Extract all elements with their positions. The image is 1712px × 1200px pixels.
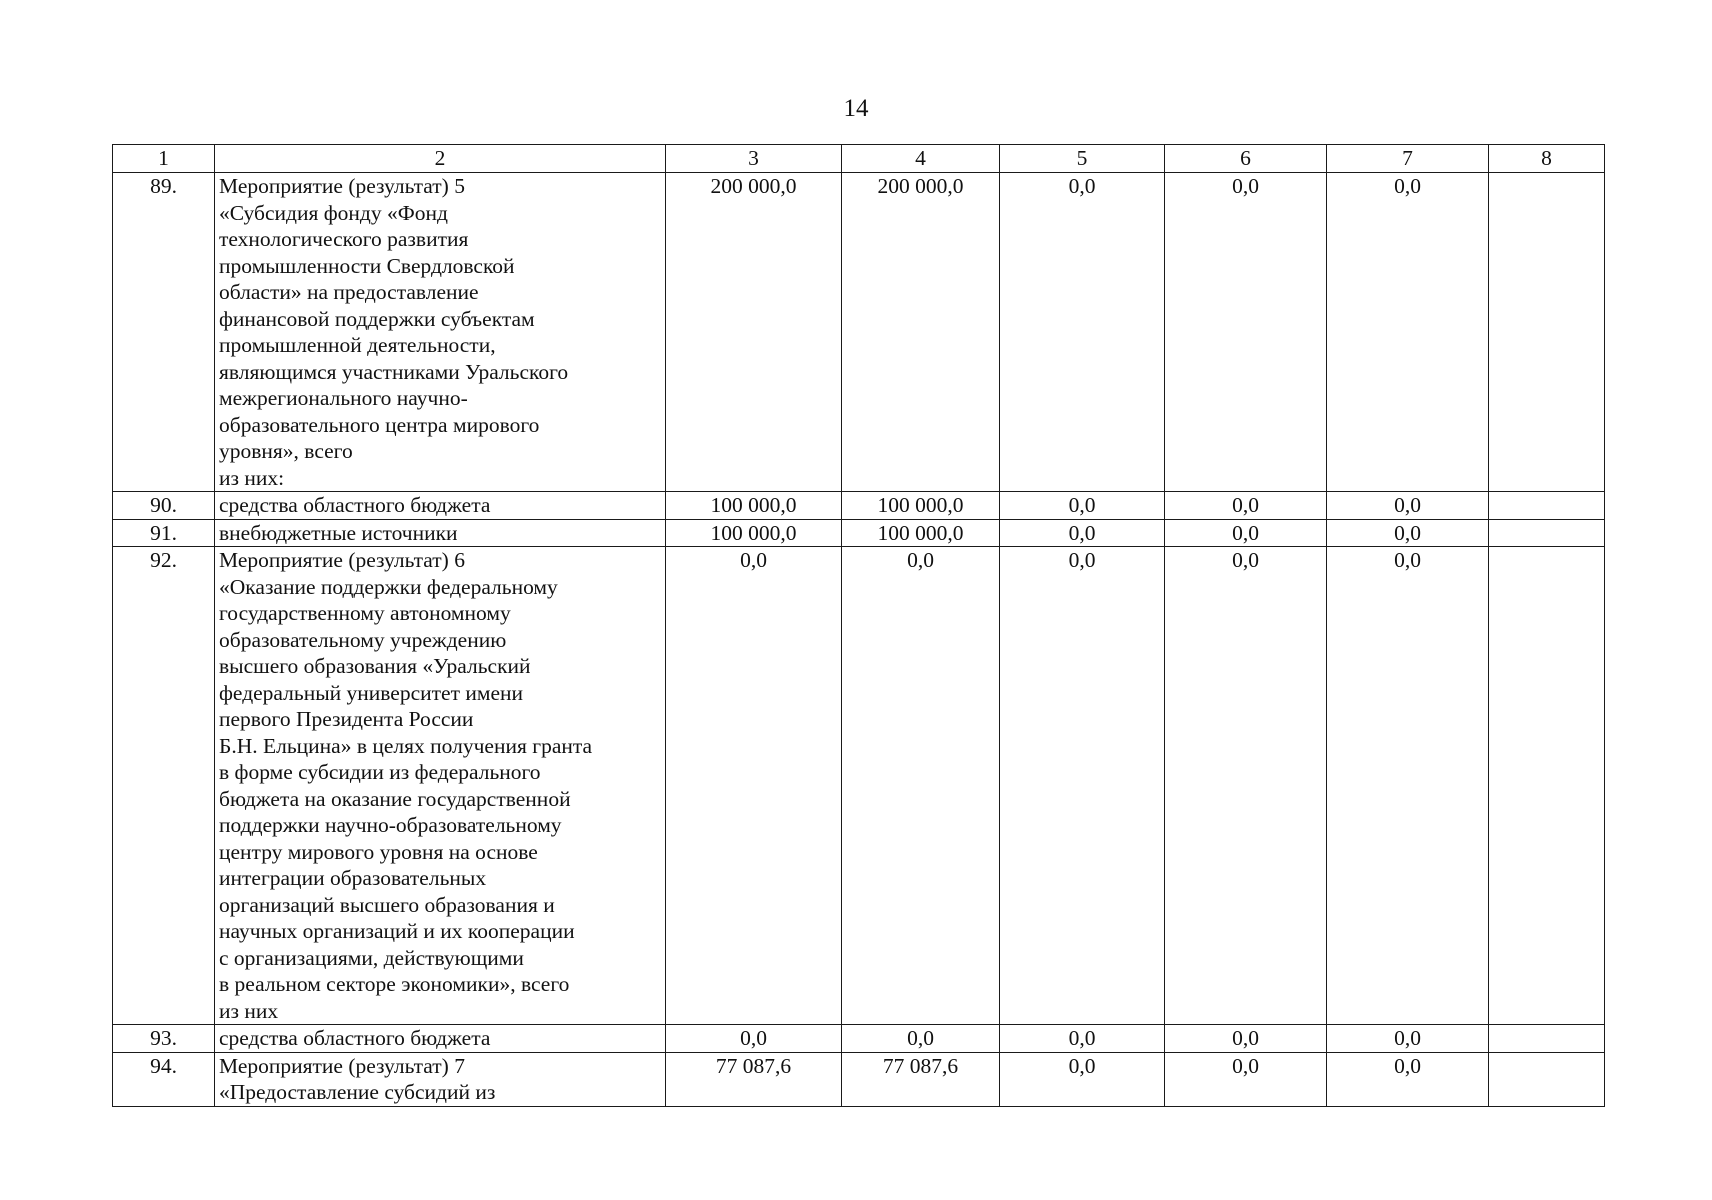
- value-cell-col-4: 77 087,6: [842, 1052, 1000, 1106]
- value-cell-col-5: 0,0: [1000, 519, 1165, 547]
- row-number: 91.: [113, 519, 215, 547]
- description-line: из них:: [219, 465, 285, 490]
- value-cell-col-4: 100 000,0: [842, 519, 1000, 547]
- description-line: из них: [219, 998, 279, 1023]
- value-cell-col-7: 0,0: [1327, 173, 1489, 492]
- value-cell-col-7: 0,0: [1327, 1052, 1489, 1106]
- column-number: 8: [1489, 145, 1605, 173]
- description-line: межрегионального научно-: [219, 386, 468, 410]
- description-line: в форме субсидии из федерального: [219, 760, 541, 784]
- value-cell-col-4: 200 000,0: [842, 173, 1000, 492]
- description-line: являющимся участниками Уральского: [219, 359, 569, 384]
- column-number: 1: [113, 145, 215, 173]
- row-description: [215, 1025, 666, 1053]
- value-cell-col-8: [1489, 1052, 1605, 1106]
- column-number: 4: [842, 145, 1000, 173]
- value-cell-col-7: 0,0: [1327, 492, 1489, 520]
- description-line: промышленной деятельности,: [219, 333, 496, 357]
- column-number: 7: [1327, 145, 1489, 173]
- value-cell-col-6: 0,0: [1165, 1025, 1327, 1053]
- description-line: государственному автономному: [219, 601, 511, 625]
- description-line: Мероприятие (результат) 7: [219, 1053, 465, 1078]
- description-line: федеральный университет имени: [219, 680, 524, 705]
- description-line: Мероприятие (результат) 5: [219, 174, 465, 198]
- value-cell-col-5: 0,0: [1000, 1052, 1165, 1106]
- description-line: с организациями, действующими: [219, 945, 524, 970]
- value-cell-col-5: 0,0: [1000, 492, 1165, 520]
- value-cell-col-8: [1489, 173, 1605, 492]
- description-line: центру мирового уровня на основе: [219, 839, 538, 864]
- value-cell-col-5: 0,0: [1000, 1025, 1165, 1053]
- value-cell-col-4: 100 000,0: [842, 492, 1000, 520]
- description-line: области» на предоставление: [219, 280, 479, 304]
- table-row: [113, 547, 1605, 1025]
- row-description: [215, 519, 666, 547]
- value-cell-col-6: 0,0: [1165, 547, 1327, 1025]
- row-number: 92.: [113, 547, 215, 1025]
- row-number: 90.: [113, 492, 215, 520]
- value-cell-col-4: 0,0: [842, 1025, 1000, 1053]
- row-description: [215, 547, 666, 1025]
- table-row: [113, 173, 1605, 492]
- description-line: промышленности Свердловской: [219, 253, 515, 278]
- value-cell-col-8: [1489, 547, 1605, 1025]
- description-line: в реальном секторе экономики», всего: [219, 972, 570, 996]
- description-line: организаций высшего образования и: [219, 892, 555, 917]
- table-row: [113, 1025, 1605, 1053]
- value-cell-col-6: 0,0: [1165, 492, 1327, 520]
- value-cell-col-8: [1489, 519, 1605, 547]
- table-row: [113, 492, 1605, 520]
- description-line: первого Президента России: [219, 707, 474, 731]
- value-cell-col-3: 77 087,6: [666, 1052, 842, 1106]
- description-line: Б.Н. Ельцина» в целях получения гранта: [219, 733, 593, 758]
- value-cell-col-3: 0,0: [666, 547, 842, 1025]
- row-description: [215, 173, 666, 492]
- column-number: 2: [215, 145, 666, 173]
- description-line: Мероприятие (результат) 6: [219, 548, 465, 572]
- description-line: средства областного бюджета: [219, 1026, 491, 1050]
- column-number-row: [113, 145, 1605, 173]
- value-cell-col-4: 0,0: [842, 547, 1000, 1025]
- budget-table: [112, 144, 1605, 1107]
- value-cell-col-6: 0,0: [1165, 173, 1327, 492]
- page-number: 14: [843, 95, 869, 122]
- description-line: «Оказание поддержки федеральному: [219, 574, 558, 599]
- value-cell-col-8: [1489, 1025, 1605, 1053]
- value-cell-col-3: 200 000,0: [666, 173, 842, 492]
- value-cell-col-3: 100 000,0: [666, 492, 842, 520]
- value-cell-col-7: 0,0: [1327, 547, 1489, 1025]
- description-line: образовательному учреждению: [219, 627, 507, 652]
- value-cell-col-6: 0,0: [1165, 1052, 1327, 1106]
- description-line: «Предоставление субсидий из: [219, 1080, 496, 1104]
- description-line: высшего образования «Уральский: [219, 654, 531, 678]
- value-cell-col-8: [1489, 492, 1605, 520]
- description-line: «Субсидия фонду «Фонд: [219, 200, 448, 225]
- row-description: [215, 1052, 666, 1106]
- value-cell-col-3: 100 000,0: [666, 519, 842, 547]
- value-cell-col-5: 0,0: [1000, 547, 1165, 1025]
- column-number: 6: [1165, 145, 1327, 173]
- row-number: 94.: [113, 1052, 215, 1106]
- column-number: 3: [666, 145, 842, 173]
- value-cell-col-3: 0,0: [666, 1025, 842, 1053]
- description-line: финансовой поддержки субъектам: [219, 306, 535, 331]
- description-line: технологического развития: [219, 227, 469, 251]
- value-cell-col-5: 0,0: [1000, 173, 1165, 492]
- description-line: уровня», всего: [219, 439, 353, 463]
- value-cell-col-6: 0,0: [1165, 519, 1327, 547]
- description-line: поддержки научно-образовательному: [219, 813, 562, 837]
- table-body: [113, 145, 1605, 1107]
- row-description: [215, 492, 666, 520]
- column-number: 5: [1000, 145, 1165, 173]
- value-cell-col-7: 0,0: [1327, 519, 1489, 547]
- description-line: образовательного центра мирового: [219, 412, 540, 437]
- description-line: бюджета на оказание государственной: [219, 786, 571, 811]
- description-line: средства областного бюджета: [219, 493, 491, 517]
- description-line: научных организаций и их кооперации: [219, 919, 575, 943]
- row-number: 89.: [113, 173, 215, 492]
- row-number: 93.: [113, 1025, 215, 1053]
- description-line: интеграции образовательных: [219, 866, 487, 890]
- table-row: [113, 1052, 1605, 1106]
- value-cell-col-7: 0,0: [1327, 1025, 1489, 1053]
- table-row: [113, 519, 1605, 547]
- description-line: внебюджетные источники: [219, 520, 458, 545]
